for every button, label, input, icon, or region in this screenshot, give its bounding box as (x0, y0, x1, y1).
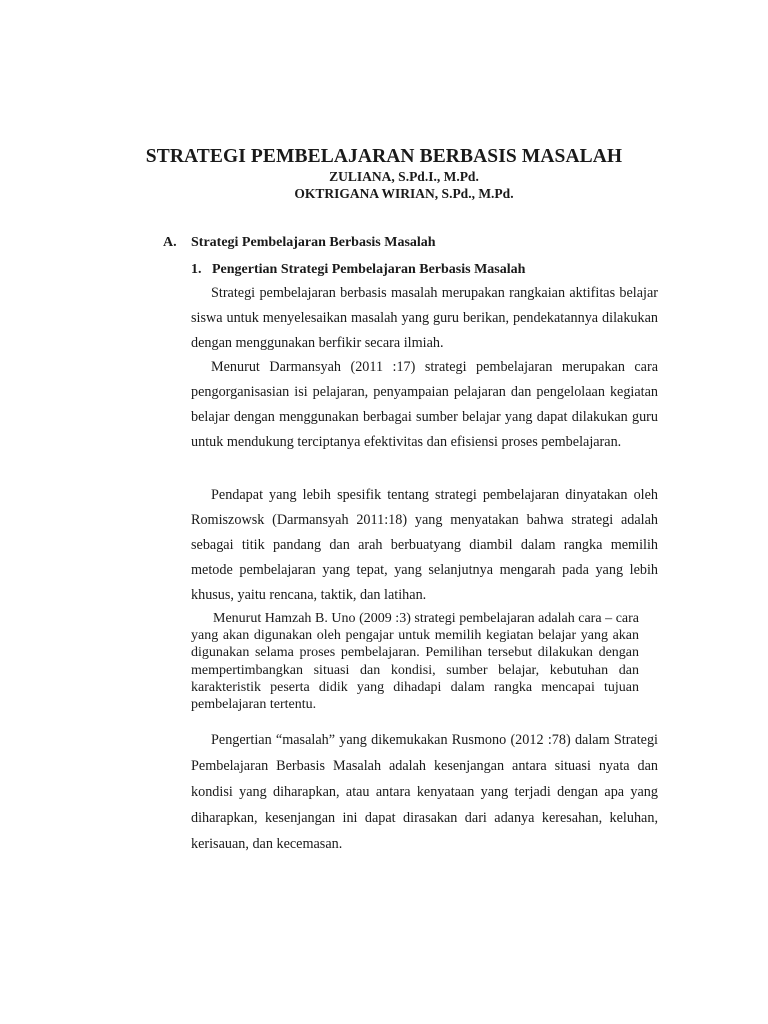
author-name: ZULIANA, S.Pd.I., M.Pd. (329, 169, 479, 184)
paragraph: Pengertian “masalah” yang dikemukakan Rusmono (2012 :78) dalam Strategi Pembelajaran Berbasis Masalah adalah kesenjangan antara situasi nyata dan kondisi yang diharapkan, atau antara kenyataan yang terjadi dengan apa yang diharapkan, kesenjangan ini dapat dirasakan dari adanya keresahan, keluhan, kerisauan, dan kecemasan. (191, 732, 658, 852)
section-heading (163, 235, 436, 251)
paragraph: Menurut Hamzah B. Uno (2009 :3) strategi pembelajaran adalah cara – cara yang akan digunakan oleh pengajar untuk memilih kegiatan belajar yang akan digunakan selama proses pembelajaran. Pemilihan tersebut dilakukan dengan mempertimbangkan situasi dan kondisi, sumber belajar, kebutuhan dan karakteristik peserta didik yang dihadapi dalam rangka mencapai tujuan pembelajaran tertentu. (191, 611, 639, 713)
section-marker: A. (163, 235, 177, 250)
subsection-title: Pengertian Strategi Pembelajaran Berbasis Masalah (212, 262, 526, 277)
paragraph: Strategi pembelajaran berbasis masalah merupakan rangkaian aktifitas belajar siswa untuk menyelesaikan masalah yang guru berikan, pendekatannya dilakukan dengan menggunakan berfikir secara ilmiah. (191, 285, 658, 351)
document-title: STRATEGI PEMBELAJARAN BERBASIS MASALAH (145, 146, 623, 167)
subsection-heading (191, 262, 525, 278)
author-name: OKTRIGANA WIRIAN, S.Pd., M.Pd. (294, 186, 514, 201)
subsection-marker: 1. (191, 262, 202, 277)
paragraph: Menurut Darmansyah (2011 :17) strategi pembelajaran merupakan cara pengorganisasian isi pelajaran, penyampaian pelajaran dan pengelolaan kegiatan belajar dengan menggunakan berbagai sumber belajar yang dapat dilakukan guru untuk mendukung terciptanya efektivitas dan efisiensi proses pembelajaran. (191, 359, 658, 450)
paragraph: Pendapat yang lebih spesifik tentang strategi pembelajaran dinyatakan oleh Romiszowsk (Darmansyah 2011:18) yang menyatakan bahwa strategi adalah sebagai titik pandang dan arah berbuatyang diambil dalam rangka memilih metode pembelajaran yang tepat, yang selanjutnya mengarah pada yang lebih khusus, yaitu rencana, taktik, dan latihan. (191, 487, 658, 603)
section-title: Strategi Pembelajaran Berbasis Masalah (191, 235, 436, 250)
